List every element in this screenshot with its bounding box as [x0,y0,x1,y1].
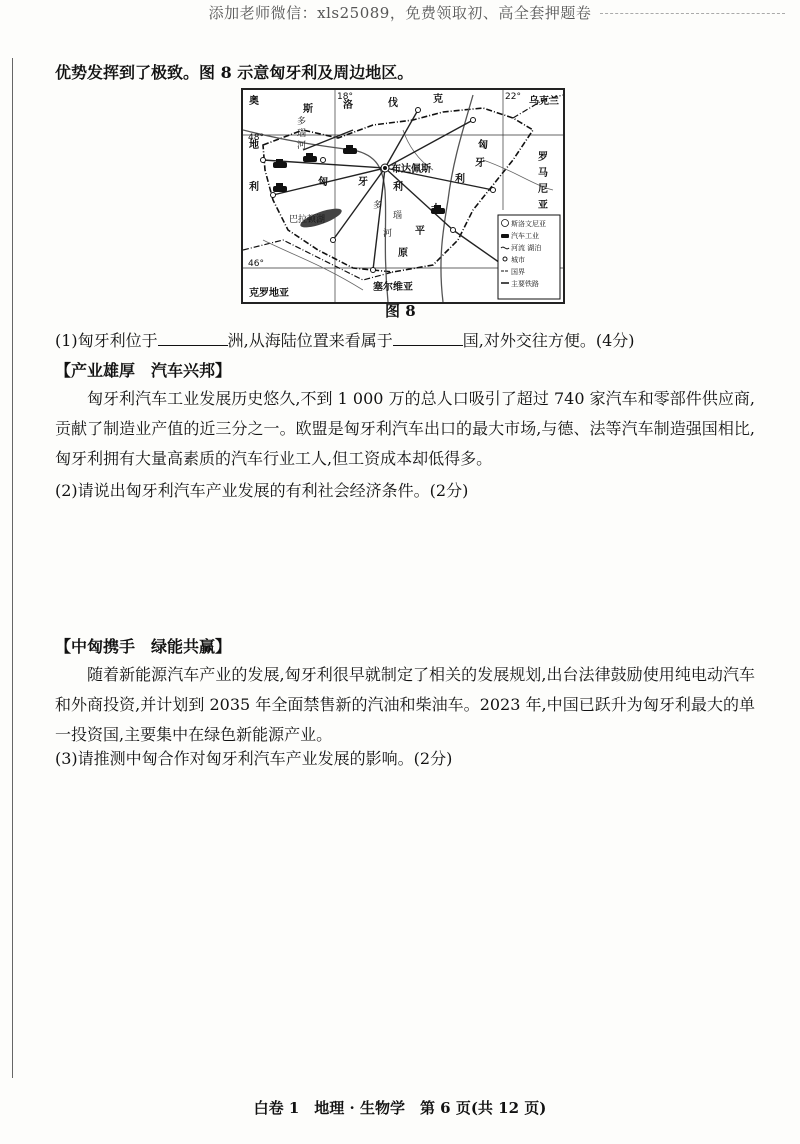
label-slovakia-2: 洛 [343,100,353,111]
label-plain-3: 平 [415,226,425,237]
legend-rail: 主要铁路 [511,280,539,288]
hungary-map [243,90,563,302]
label-serbia: 塞尔维亚 [373,282,413,293]
label-plain-1: 多 [373,201,383,211]
label-lat46: 46° [248,259,264,269]
car-legend-icon [501,234,509,238]
map-legend [498,215,560,299]
q1-blank-continent[interactable] [158,331,228,346]
section2-body: 随着新能源汽车产业的发展,匈牙利很早就制定了相关的发展规划,出台法律鼓励使用纯电动汽车和外商投资,并计划到 2035 年全面禁售新的汽油和柴油车。2023 年,中国已跃升为匈牙利最大的单一投资国,主要集中在绿色新能源产业。 [55,665,755,744]
tisza-river [441,95,473,302]
label-romania-4: 亚 [538,200,548,211]
label-hun-n-2: 牙 [475,158,485,169]
label-lon18: 18° [337,92,353,102]
label-danube-3: 河 [297,141,307,151]
q1-suffix: 国,对外交往方便。(4分) [462,331,635,350]
watermark-header: 添加老师微信：xls25089，免费领取初、高全套押题卷 [208,4,592,22]
label-balaton: 巴拉顿湖 [289,215,326,225]
map-caption: 图 8 [385,302,416,320]
label-austria-3: 利 [249,182,259,193]
south-border [243,240,393,280]
page-footer: 白卷 1 地理 · 生物学 第 6 页(共 12 页) [253,1099,547,1117]
label-slovakia-3: 伐 [388,98,398,109]
q1-mid: 洲,从海陆位置来看属于 [227,331,393,350]
label-great: 大 [431,204,441,215]
section2-heading: 【中匈携手 绿能共赢】 [55,637,232,656]
legend-auto: 汽车工业 [511,232,539,240]
q1-prefix: (1)匈牙利位于 [55,331,158,350]
label-plain-2: 瑙 [393,211,403,221]
label-romania-2: 马 [538,168,548,179]
label-croatia: 克罗地亚 [249,288,289,299]
q1-blank-type[interactable] [393,331,463,346]
legend-landmark: 斯洛文尼亚 [511,220,546,228]
label-slovakia-4: 克 [433,94,443,105]
label-hungary-3: 利 [393,182,403,193]
section1-heading: 【产业雄厚 汽车兴邦】 [55,361,232,380]
legend-border: 国界 [511,268,525,276]
binding-margin-rule [12,58,13,1078]
label-romania-1: 罗 [538,152,548,163]
label-lat48: 48° [248,133,264,143]
label-hungary-1: 匈 [318,177,328,188]
label-austria-2: 地 [249,140,259,151]
section2-question: (3)请推测中匈合作对匈牙利汽车产业发展的影响。(2分) [55,749,453,768]
label-romania-3: 尼 [538,184,548,195]
label-ukraine: 乌克兰 [529,96,559,107]
label-danube-1: 多 [297,117,307,127]
section1-question: (2)请说出匈牙利汽车产业发展的有利社会经济条件。(2分) [55,481,469,500]
question-1 [55,326,755,356]
legend-city: 城市 [511,256,525,264]
label-danube-2: 瑙 [297,129,307,139]
label-hun-n-3: 利 [455,174,465,185]
label-austria: 奥 [249,96,259,107]
label-budapest: 布达佩斯 [391,164,431,175]
label-lon22: 22° [505,92,521,102]
legend-river: 河流 湖泊 [511,244,542,252]
label-hun-n-1: 匈 [478,140,488,151]
label-hungary-2: 牙 [358,177,368,188]
label-tisza-3: 河 [383,229,393,239]
header-rule [600,13,785,14]
section1-body: 匈牙利汽车工业发展历史悠久,不到 1 000 万的总人口吸引了超过 740 家汽车和零部件供应商,贡献了制造业产值的近三分之一。欧盟是匈牙利汽车出口的最大市场,与德、法等汽车制造强国相比,匈牙利拥有大量高素质的汽车行业工人,但工资成本却低得多。 [55,389,755,468]
label-plain-4: 原 [398,248,408,259]
label-slovakia-1: 斯 [303,104,313,115]
intro-text: 优势发挥到了极致。图 8 示意匈牙利及周边地区。 [55,63,414,82]
map-figure [241,88,565,304]
